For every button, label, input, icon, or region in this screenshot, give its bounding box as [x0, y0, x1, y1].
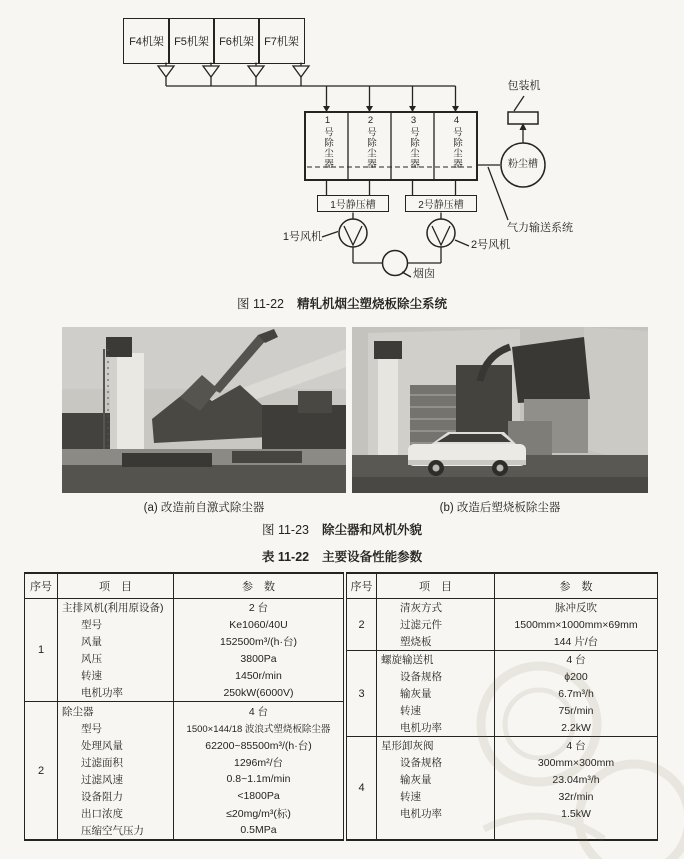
- value-cell: 75r/min: [558, 704, 594, 717]
- packing-machine-label: 包装机: [507, 80, 541, 92]
- item-cell: 星形卸灰阀: [377, 737, 495, 755]
- table-row: [347, 651, 658, 669]
- chimney-label: 烟囱: [413, 268, 435, 280]
- table-11-22-title: 主要设备性能参数: [322, 550, 423, 564]
- figure-11-23-caption: [0, 520, 684, 538]
- item-cell: 转速: [58, 667, 174, 684]
- collector-1-label: 1号除尘器: [322, 115, 333, 169]
- col-header-item: 项 目: [58, 573, 174, 599]
- rack-box-f7: F7机架: [258, 18, 305, 64]
- fan-2-icon: [427, 219, 455, 247]
- value-cell: 4 台: [174, 702, 344, 720]
- value-cell: ϕ200: [564, 670, 588, 683]
- value-cell: Ke1060/40U: [229, 618, 288, 631]
- table-row: [25, 684, 344, 702]
- item-cell: 风量: [58, 633, 174, 650]
- figure-11-22-caption: [0, 294, 684, 312]
- value-cell: 62200~85500m³/(h·台): [205, 739, 312, 752]
- figure-11-22-number: 图 11-22: [236, 297, 284, 311]
- table-row: [347, 754, 658, 771]
- table-row: [347, 668, 658, 685]
- item-cell: 型号: [58, 616, 174, 633]
- spec-table-right: [346, 572, 658, 841]
- value-cell: 152500m³/(h·台): [219, 636, 298, 649]
- collector-3-label: 3号除尘器: [408, 115, 419, 169]
- collector-2-label: 2号除尘器: [365, 115, 376, 169]
- value-cell: 2 台: [174, 599, 344, 617]
- item-cell: 输灰量: [377, 771, 495, 788]
- table-row: [347, 788, 658, 805]
- figure-11-23-title: 除尘器和风机外貌: [322, 523, 423, 537]
- table-row: [25, 616, 344, 633]
- item-cell: 风压: [58, 650, 174, 667]
- item-cell: 电机功率: [377, 719, 495, 737]
- fan-1-label: 1号风机: [282, 231, 322, 243]
- group-no-cell: 4: [347, 737, 377, 841]
- value-cell: 2.2kW: [561, 721, 591, 734]
- photo-b-illustration: [352, 327, 648, 493]
- table-row: [347, 616, 658, 633]
- item-cell: 过滤元件: [377, 616, 495, 633]
- value-cell: 1500mm×1000mm×69mm: [514, 618, 638, 631]
- value-cell: 脉冲反吹: [495, 599, 658, 617]
- item-cell: [377, 822, 495, 840]
- col-header-value: 参 数: [495, 573, 658, 599]
- item-cell: 输灰量: [377, 685, 495, 702]
- table-row: [347, 822, 658, 840]
- table-row: [25, 702, 344, 720]
- fan-1-icon: [339, 219, 367, 247]
- group-no-cell: 3: [347, 651, 377, 737]
- value-cell: 4 台: [495, 651, 658, 669]
- spec-table: [24, 572, 658, 841]
- value-cell: 1500×144/18 波浪式塑烧板除尘器: [186, 724, 331, 736]
- rack-box-f4: F4机架: [123, 18, 170, 64]
- table-row: [25, 822, 344, 840]
- value-cell: 6.7m³/h: [558, 687, 594, 700]
- item-cell: 转速: [377, 702, 495, 719]
- value-cell: 144 片/台: [553, 636, 599, 648]
- diagram-connector-lines: [0, 0, 684, 315]
- pressure-tank-2-box: 2号静压槽: [405, 195, 477, 212]
- item-cell: 设备规格: [377, 754, 495, 771]
- table-row: [25, 633, 344, 650]
- item-cell: 转速: [377, 788, 495, 805]
- col-header-value: 参 数: [174, 573, 344, 599]
- value-cell: 1.5kW: [561, 807, 591, 820]
- table-row: [347, 771, 658, 788]
- photo-after-retrofit: [352, 327, 648, 493]
- table-row: [25, 805, 344, 822]
- pneumatic-system-label: 气力输送系统: [507, 222, 573, 234]
- figure-11-22-title: 精轧机烟尘塑烧板除尘系统: [297, 297, 448, 311]
- value-cell: 32r/min: [558, 790, 594, 803]
- pressure-tank-1-box: 1号静压槽: [317, 195, 389, 212]
- table-row: [25, 771, 344, 788]
- table-row: [347, 685, 658, 702]
- value-cell: 0.8~1.1m/min: [226, 773, 291, 786]
- packing-machine-box: [508, 112, 538, 124]
- item-cell: 电机功率: [58, 684, 174, 702]
- table-row: [347, 719, 658, 737]
- table-row: [25, 650, 344, 667]
- item-cell: 出口浓度: [58, 805, 174, 822]
- group-no-cell: 1: [25, 599, 58, 702]
- item-cell: 过滤风速: [58, 771, 174, 788]
- value-cell: 250kW(6000V): [223, 686, 294, 699]
- item-cell: 处理风量: [58, 737, 174, 754]
- dust-tank-label: 粉尘槽: [508, 159, 538, 170]
- fan-2-label: 2号风机: [471, 239, 511, 251]
- table-row: [25, 737, 344, 754]
- table-11-22-number: 表 11-22: [261, 550, 310, 564]
- photo-a-caption: (a) 改造前自激式除尘器: [143, 502, 265, 514]
- spec-table-left: [24, 572, 344, 841]
- table-row: [25, 599, 344, 617]
- hopper-funnel-icon: [158, 63, 309, 87]
- col-header-item: 项 目: [377, 573, 495, 599]
- item-cell: 塑烧板: [377, 633, 495, 651]
- figure-11-23-number: 图 11-23: [261, 523, 309, 537]
- item-cell: 螺旋输送机: [377, 651, 495, 669]
- item-cell: 设备规格: [377, 668, 495, 685]
- col-header-no: 序号: [25, 573, 58, 599]
- table-row: [25, 667, 344, 684]
- item-cell: 压缩空气压力: [58, 822, 174, 840]
- photo-b-caption: (b) 改造后塑烧板除尘器: [439, 502, 561, 514]
- photo-before-retrofit: [62, 327, 346, 493]
- col-header-no: 序号: [347, 573, 377, 599]
- item-cell: 除尘器: [58, 702, 174, 720]
- table-row: [347, 805, 658, 822]
- value-cell: 23.04m³/h: [552, 773, 600, 786]
- value-cell: 3800Pa: [240, 652, 277, 665]
- value-cell: [495, 822, 658, 840]
- value-cell: 0.5MPa: [240, 824, 277, 837]
- value-cell: ≤20mg/m³(标): [226, 807, 291, 820]
- item-cell: 型号: [58, 720, 174, 737]
- group-no-cell: 2: [347, 599, 377, 651]
- rack-box-f6: F6机架: [213, 18, 260, 64]
- item-cell: 设备阻力: [58, 788, 174, 805]
- table-row: [347, 737, 658, 755]
- table-11-22-caption: [0, 547, 684, 565]
- value-cell: <1800Pa: [237, 790, 280, 803]
- table-row: [25, 720, 344, 737]
- table-row: [347, 633, 658, 651]
- rack-box-f5: F5机架: [168, 18, 215, 64]
- value-cell: 4 台: [495, 737, 658, 755]
- photo-a-illustration: [62, 327, 346, 493]
- item-cell: 过滤面积: [58, 754, 174, 771]
- value-cell: 1296m²/台: [233, 756, 284, 769]
- item-cell: 电机功率: [377, 805, 495, 822]
- chimney-icon: [383, 251, 408, 276]
- arrowheads: [323, 106, 527, 130]
- table-row: [25, 754, 344, 771]
- table-row: [347, 702, 658, 719]
- table-row: [25, 788, 344, 805]
- collector-4-label: 4号除尘器: [451, 115, 462, 169]
- figure-11-22-diagram: [0, 0, 684, 315]
- item-cell: 主排风机(利用原设备): [58, 599, 174, 617]
- group-no-cell: 2: [25, 702, 58, 840]
- table-row: [347, 599, 658, 617]
- value-cell: 300mm×300mm: [537, 756, 615, 769]
- item-cell: 清灰方式: [377, 599, 495, 617]
- value-cell: 1450r/min: [235, 669, 282, 682]
